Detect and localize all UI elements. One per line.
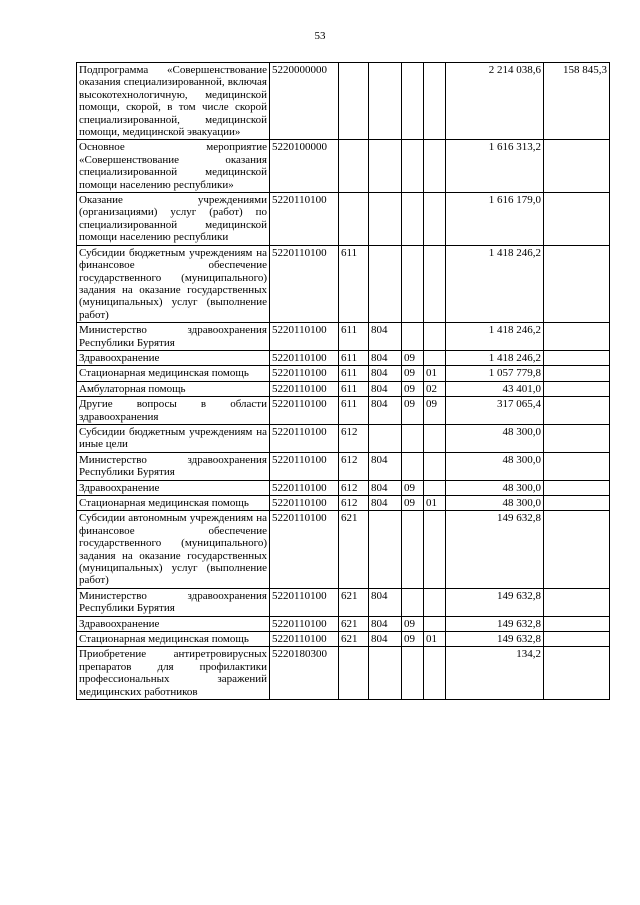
table-row xyxy=(77,588,610,616)
expense-type-cell: 621 xyxy=(339,511,369,588)
subsection-code-cell xyxy=(424,350,446,365)
subsection-code-cell xyxy=(424,323,446,351)
amount-federal-cell xyxy=(544,588,610,616)
expense-type-cell xyxy=(339,647,369,700)
target-article-code-cell: 5220110100 xyxy=(270,350,339,365)
row-name-cell: Министерство здравоохранения Республики Бурятия xyxy=(77,323,270,351)
subsection-code-cell xyxy=(424,140,446,193)
row-name-cell: Подпрограмма «Совершенствование оказания специализированной, включая высокотехнологичную, медицинской помощи, скорой, в том числе скорой специализированной, медицинской помощи, медицинской эвакуации» xyxy=(77,63,270,140)
target-article-code-cell: 5220110100 xyxy=(270,511,339,588)
expense-type-cell: 612 xyxy=(339,496,369,511)
ministry-code-cell: 804 xyxy=(369,350,402,365)
table-row xyxy=(77,323,610,351)
amount-cell: 2 214 038,6 xyxy=(446,63,544,140)
row-name-cell: Стационарная медицинская помощь xyxy=(77,496,270,511)
amount-federal-cell xyxy=(544,366,610,381)
expense-type-cell: 621 xyxy=(339,588,369,616)
amount-federal-cell xyxy=(544,140,610,193)
ministry-code-cell: 804 xyxy=(369,496,402,511)
amount-cell: 1 616 313,2 xyxy=(446,140,544,193)
subsection-code-cell xyxy=(424,511,446,588)
row-name-cell: Стационарная медицинская помощь xyxy=(77,632,270,647)
target-article-code-cell: 5220110100 xyxy=(270,397,339,425)
section-code-cell xyxy=(402,647,424,700)
expense-type-cell: 612 xyxy=(339,480,369,495)
amount-federal-cell xyxy=(544,245,610,322)
target-article-code-cell: 5220110100 xyxy=(270,245,339,322)
amount-cell: 1 418 246,2 xyxy=(446,245,544,322)
subsection-code-cell: 02 xyxy=(424,381,446,396)
expense-type-cell: 611 xyxy=(339,381,369,396)
amount-federal-cell xyxy=(544,424,610,452)
amount-cell: 1 418 246,2 xyxy=(446,350,544,365)
section-code-cell: 09 xyxy=(402,381,424,396)
expense-type-cell: 612 xyxy=(339,452,369,480)
subsection-code-cell: 01 xyxy=(424,632,446,647)
row-name-cell: Амбулаторная помощь xyxy=(77,381,270,396)
ministry-code-cell: 804 xyxy=(369,397,402,425)
section-code-cell: 09 xyxy=(402,397,424,425)
expense-type-cell xyxy=(339,140,369,193)
subsection-code-cell: 01 xyxy=(424,496,446,511)
row-name-cell: Субсидии бюджетным учреждениям на финансовое обеспечение государственного (муниципального) задания на оказание государственных (муниципальных) услуг (выполнение работ) xyxy=(77,245,270,322)
ministry-code-cell xyxy=(369,140,402,193)
section-code-cell: 09 xyxy=(402,616,424,631)
table-row xyxy=(77,511,610,588)
section-code-cell xyxy=(402,452,424,480)
subsection-code-cell xyxy=(424,245,446,322)
subsection-code-cell xyxy=(424,588,446,616)
amount-federal-cell xyxy=(544,193,610,246)
amount-federal-cell xyxy=(544,381,610,396)
table-row xyxy=(77,496,610,511)
row-name-cell: Стационарная медицинская помощь xyxy=(77,366,270,381)
row-name-cell: Здравоохранение xyxy=(77,480,270,495)
table-row xyxy=(77,245,610,322)
section-code-cell xyxy=(402,588,424,616)
amount-cell: 1 057 779,8 xyxy=(446,366,544,381)
ministry-code-cell: 804 xyxy=(369,616,402,631)
target-article-code-cell: 5220110100 xyxy=(270,381,339,396)
target-article-code-cell: 5220000000 xyxy=(270,63,339,140)
target-article-code-cell: 5220110100 xyxy=(270,193,339,246)
amount-cell: 1 616 179,0 xyxy=(446,193,544,246)
amount-federal-cell xyxy=(544,350,610,365)
section-code-cell: 09 xyxy=(402,350,424,365)
ministry-code-cell xyxy=(369,424,402,452)
table-row xyxy=(77,616,610,631)
row-name-cell: Приобретение антиретровирусных препаратов для профилактики профессиональных заражений медицинских работников xyxy=(77,647,270,700)
amount-cell: 48 300,0 xyxy=(446,496,544,511)
row-name-cell: Министерство здравоохранения Республики Бурятия xyxy=(77,588,270,616)
section-code-cell: 09 xyxy=(402,632,424,647)
subsection-code-cell xyxy=(424,193,446,246)
amount-federal-cell xyxy=(544,452,610,480)
ministry-code-cell: 804 xyxy=(369,366,402,381)
subsection-code-cell xyxy=(424,480,446,495)
expense-type-cell: 611 xyxy=(339,350,369,365)
amount-cell: 48 300,0 xyxy=(446,424,544,452)
section-code-cell xyxy=(402,511,424,588)
table-row xyxy=(77,350,610,365)
table-row xyxy=(77,632,610,647)
ministry-code-cell xyxy=(369,193,402,246)
subsection-code-cell xyxy=(424,63,446,140)
row-name-cell: Оказание учреждениями (организациями) услуг (работ) по специализированной медицинской помощи населению республики xyxy=(77,193,270,246)
section-code-cell: 09 xyxy=(402,496,424,511)
amount-cell: 48 300,0 xyxy=(446,452,544,480)
amount-federal-cell xyxy=(544,496,610,511)
ministry-code-cell: 804 xyxy=(369,452,402,480)
amount-federal-cell xyxy=(544,616,610,631)
subsection-code-cell xyxy=(424,424,446,452)
page-number: 53 xyxy=(314,30,326,42)
target-article-code-cell: 5220110100 xyxy=(270,452,339,480)
target-article-code-cell: 5220110100 xyxy=(270,366,339,381)
target-article-code-cell: 5220110100 xyxy=(270,616,339,631)
row-name-cell: Министерство здравоохранения Республики Бурятия xyxy=(77,452,270,480)
subsection-code-cell: 01 xyxy=(424,366,446,381)
ministry-code-cell xyxy=(369,63,402,140)
expense-type-cell: 621 xyxy=(339,632,369,647)
expense-type-cell: 611 xyxy=(339,245,369,322)
section-code-cell xyxy=(402,193,424,246)
amount-federal-cell xyxy=(544,323,610,351)
target-article-code-cell: 5220100000 xyxy=(270,140,339,193)
table-row xyxy=(77,381,610,396)
row-name-cell: Основное мероприятие «Совершенствование оказания специализированной медицинской помощи населению республики» xyxy=(77,140,270,193)
subsection-code-cell xyxy=(424,452,446,480)
amount-federal-cell xyxy=(544,480,610,495)
ministry-code-cell: 804 xyxy=(369,381,402,396)
expense-type-cell xyxy=(339,63,369,140)
amount-federal-cell xyxy=(544,632,610,647)
amount-cell: 43 401,0 xyxy=(446,381,544,396)
ministry-code-cell xyxy=(369,245,402,322)
section-code-cell xyxy=(402,245,424,322)
target-article-code-cell: 5220110100 xyxy=(270,632,339,647)
expense-type-cell: 611 xyxy=(339,366,369,381)
table-row xyxy=(77,397,610,425)
row-name-cell: Субсидии бюджетным учреждениям на иные цели xyxy=(77,424,270,452)
target-article-code-cell: 5220180300 xyxy=(270,647,339,700)
table-row xyxy=(77,140,610,193)
ministry-code-cell xyxy=(369,511,402,588)
target-article-code-cell: 5220110100 xyxy=(270,496,339,511)
amount-cell: 149 632,8 xyxy=(446,588,544,616)
table-row xyxy=(77,647,610,700)
table-row xyxy=(77,63,610,140)
section-code-cell xyxy=(402,424,424,452)
target-article-code-cell: 5220110100 xyxy=(270,424,339,452)
row-name-cell: Другие вопросы в области здравоохранения xyxy=(77,397,270,425)
amount-cell: 1 418 246,2 xyxy=(446,323,544,351)
row-name-cell: Здравоохранение xyxy=(77,350,270,365)
row-name-cell: Субсидии автономным учреждениям на финансовое обеспечение государственного (муниципального) задания на оказание государственных (муниципальных) услуг (выполнение работ) xyxy=(77,511,270,588)
ministry-code-cell: 804 xyxy=(369,632,402,647)
amount-cell: 149 632,8 xyxy=(446,616,544,631)
target-article-code-cell: 5220110100 xyxy=(270,480,339,495)
expense-type-cell: 621 xyxy=(339,616,369,631)
row-name-cell: Здравоохранение xyxy=(77,616,270,631)
section-code-cell: 09 xyxy=(402,366,424,381)
table-row xyxy=(77,424,610,452)
table-row xyxy=(77,366,610,381)
table-row xyxy=(77,480,610,495)
ministry-code-cell xyxy=(369,647,402,700)
section-code-cell xyxy=(402,63,424,140)
ministry-code-cell: 804 xyxy=(369,480,402,495)
expense-type-cell: 611 xyxy=(339,397,369,425)
amount-cell: 134,2 xyxy=(446,647,544,700)
amount-cell: 149 632,8 xyxy=(446,511,544,588)
amount-cell: 149 632,8 xyxy=(446,632,544,647)
target-article-code-cell: 5220110100 xyxy=(270,588,339,616)
ministry-code-cell: 804 xyxy=(369,588,402,616)
amount-cell: 48 300,0 xyxy=(446,480,544,495)
amount-federal-cell xyxy=(544,647,610,700)
expense-type-cell: 612 xyxy=(339,424,369,452)
section-code-cell: 09 xyxy=(402,480,424,495)
ministry-code-cell: 804 xyxy=(369,323,402,351)
subsection-code-cell: 09 xyxy=(424,397,446,425)
target-article-code-cell: 5220110100 xyxy=(270,323,339,351)
expense-type-cell: 611 xyxy=(339,323,369,351)
table-row xyxy=(77,452,610,480)
subsection-code-cell xyxy=(424,616,446,631)
subsection-code-cell xyxy=(424,647,446,700)
section-code-cell xyxy=(402,323,424,351)
expense-type-cell xyxy=(339,193,369,246)
budget-table xyxy=(76,62,610,700)
amount-federal-cell xyxy=(544,397,610,425)
amount-federal-cell xyxy=(544,511,610,588)
section-code-cell xyxy=(402,140,424,193)
amount-cell: 317 065,4 xyxy=(446,397,544,425)
table-row xyxy=(77,193,610,246)
budget-table-body xyxy=(77,63,610,700)
amount-federal-cell: 158 845,3 xyxy=(544,63,610,140)
